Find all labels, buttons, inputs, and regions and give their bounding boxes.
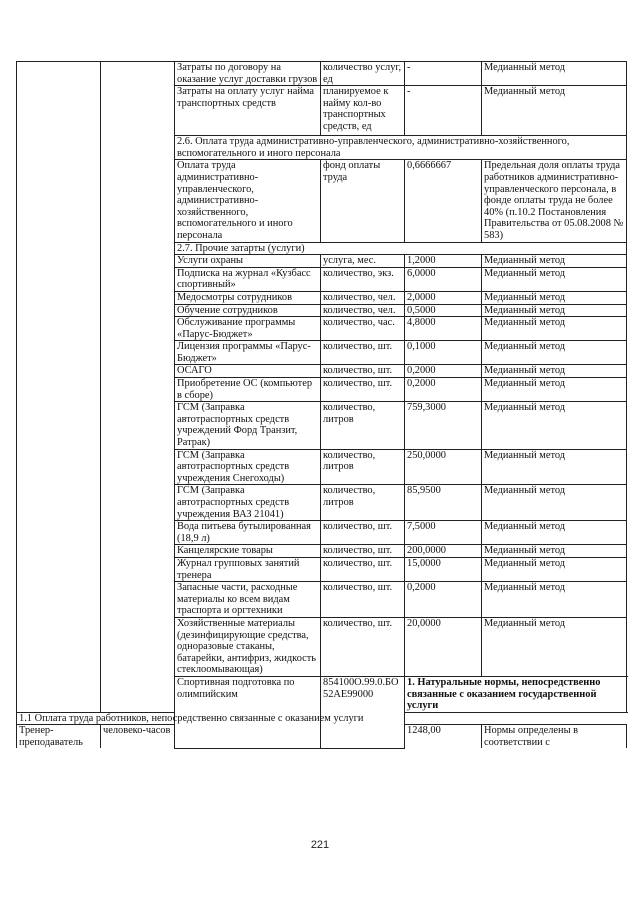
item-value: 7,5000 xyxy=(405,521,482,545)
item-unit: количество, шт. xyxy=(321,582,405,618)
item-value: 1248,00 xyxy=(405,725,482,749)
service-code: 854100О.99.0.БО52АЕ99000 xyxy=(321,676,405,748)
page-number: 221 xyxy=(310,839,330,851)
item-name: Тренер-преподаватель xyxy=(17,725,101,749)
item-name: ГСМ (Заправка автотраспортных средств учреждений Форд Транзит, Ратрак) xyxy=(175,402,321,449)
item-name: ГСМ (Заправка автотраспортных средств учреждения Снегоходы) xyxy=(175,449,321,485)
item-method: Предельная доля оплаты труда работников административно-управленческого персонала, в фонде оплаты труда не более 40% (п.10.2 Постановления Правительства от 05.08.2008 № 583) xyxy=(482,160,627,242)
item-method: Медианный метод xyxy=(482,521,627,545)
item-method: Медианный метод xyxy=(482,402,627,449)
item-value: 200,0000 xyxy=(405,545,482,558)
item-name: Оплата труда административно-управленческого, административно-хозяйственного, вспомогательного и иного персонала xyxy=(175,160,321,242)
item-value: 0,5000 xyxy=(405,304,482,317)
item-name: Журнал групповых занятий тренера xyxy=(175,557,321,581)
item-name: Обслуживание программы «Парус-Бюджет» xyxy=(175,317,321,341)
service-name-cell xyxy=(17,62,101,713)
item-method: Медианный метод xyxy=(482,582,627,618)
item-unit: планируемое к найму кол-во транспортных средств, ед xyxy=(321,86,405,136)
item-unit: количество, шт. xyxy=(321,557,405,581)
item-value: 0,2000 xyxy=(405,582,482,618)
item-name: Лицензия программы «Парус-Бюджет» xyxy=(175,341,321,365)
item-unit: количество услуг, ед xyxy=(321,62,405,86)
item-unit: количество, шт. xyxy=(321,617,405,676)
item-name: Приобретение ОС (компьютер в сборе) xyxy=(175,378,321,402)
item-method: Медианный метод xyxy=(482,341,627,365)
item-value: 4,8000 xyxy=(405,317,482,341)
item-method: Медианный метод xyxy=(482,617,627,676)
item-method: Медианный метод xyxy=(482,267,627,291)
item-method: Медианный метод xyxy=(482,485,627,521)
item-method: Медианный метод xyxy=(482,365,627,378)
item-method: Медианный метод xyxy=(482,291,627,304)
subsection-heading-row xyxy=(17,712,627,725)
item-name: Вода питьева бутылированная (18,9 л) xyxy=(175,521,321,545)
item-value: 20,0000 xyxy=(405,617,482,676)
item-method: Медианный метод xyxy=(482,255,627,268)
item-method: Медианный метод xyxy=(482,557,627,581)
service-name: Спортивная подготовка по олимпийским xyxy=(175,676,321,748)
item-method: Медианный метод xyxy=(482,317,627,341)
norm-subtitle: 1.1 Оплата труда работников, непосредственно связанные с оказанием услуги xyxy=(17,712,405,725)
item-unit: фонд оплаты труда xyxy=(321,160,405,242)
item-value: - xyxy=(405,62,482,86)
item-method: Медианный метод xyxy=(482,378,627,402)
item-value: 759,3000 xyxy=(405,402,482,449)
item-name: Канцелярские товары xyxy=(175,545,321,558)
item-value: 2,0000 xyxy=(405,291,482,304)
item-value: 0,6666667 xyxy=(405,160,482,242)
item-value: 6,0000 xyxy=(405,267,482,291)
item-unit: количество, шт. xyxy=(321,378,405,402)
item-unit: количество, чел. xyxy=(321,304,405,317)
item-name: Обучение сотрудников xyxy=(175,304,321,317)
item-name: Затраты на оплату услуг найма транспортных средств xyxy=(175,86,321,136)
item-name: ГСМ (Заправка автотраспортных средств учреждения ВАЗ 21041) xyxy=(175,485,321,521)
item-value: 250,0000 xyxy=(405,449,482,485)
norms-table xyxy=(16,61,627,749)
item-value: 1,2000 xyxy=(405,255,482,268)
item-unit: количество, литров xyxy=(321,449,405,485)
item-method: Медианный метод xyxy=(482,62,627,86)
item-method: Нормы определены в соответствии с xyxy=(482,725,627,749)
item-method: Медианный метод xyxy=(482,86,627,136)
item-unit: количество, экз. xyxy=(321,267,405,291)
item-name: Подписка на журнал «Кузбасс спортивный» xyxy=(175,267,321,291)
item-value: 85,9500 xyxy=(405,485,482,521)
item-value: 0,2000 xyxy=(405,378,482,402)
item-unit: человеко-часов xyxy=(101,725,175,749)
section-26-heading: 2.6. Оплата труда административно-управленческого, административно-хозяйственного, вспомогательного и иного персонала xyxy=(175,136,627,160)
item-name: Затраты по договору на оказание услуг доставки грузов xyxy=(175,62,321,86)
item-unit: количество, литров xyxy=(321,402,405,449)
section-27-heading: 2.7. Прочие затарты (услуги) xyxy=(175,242,627,255)
item-value: 15,0000 xyxy=(405,557,482,581)
table-row xyxy=(17,62,627,86)
item-unit: количество, шт. xyxy=(321,365,405,378)
item-unit: количество, литров xyxy=(321,485,405,521)
item-unit: количество, час. xyxy=(321,317,405,341)
item-name: Запасные части, расходные материалы ко всем видам траспорта и оргтехники xyxy=(175,582,321,618)
item-unit: количество, шт. xyxy=(321,521,405,545)
item-value: - xyxy=(405,86,482,136)
item-name: Хозяйственные материалы (дезинфицирующие средства, одноразовые стаканы, батарейки, антифриз, жидкость стеклоомывающая) xyxy=(175,617,321,676)
item-name: Медосмотры сотрудников xyxy=(175,291,321,304)
norm-title: 1. Натуральные нормы, непосредственно связанные с оказанием государственной услуги xyxy=(405,676,627,712)
item-method: Медианный метод xyxy=(482,545,627,558)
item-method: Медианный метод xyxy=(482,449,627,485)
item-name: Услуги охраны xyxy=(175,255,321,268)
item-unit: количество, шт. xyxy=(321,341,405,365)
item-value: 0,1000 xyxy=(405,341,482,365)
item-unit: услуга, мес. xyxy=(321,255,405,268)
service-code-cell xyxy=(101,62,175,713)
item-name: ОСАГО xyxy=(175,365,321,378)
item-method: Медианный метод xyxy=(482,304,627,317)
item-unit: количество, чел. xyxy=(321,291,405,304)
item-value: 0,2000 xyxy=(405,365,482,378)
item-unit: количество, шт. xyxy=(321,545,405,558)
